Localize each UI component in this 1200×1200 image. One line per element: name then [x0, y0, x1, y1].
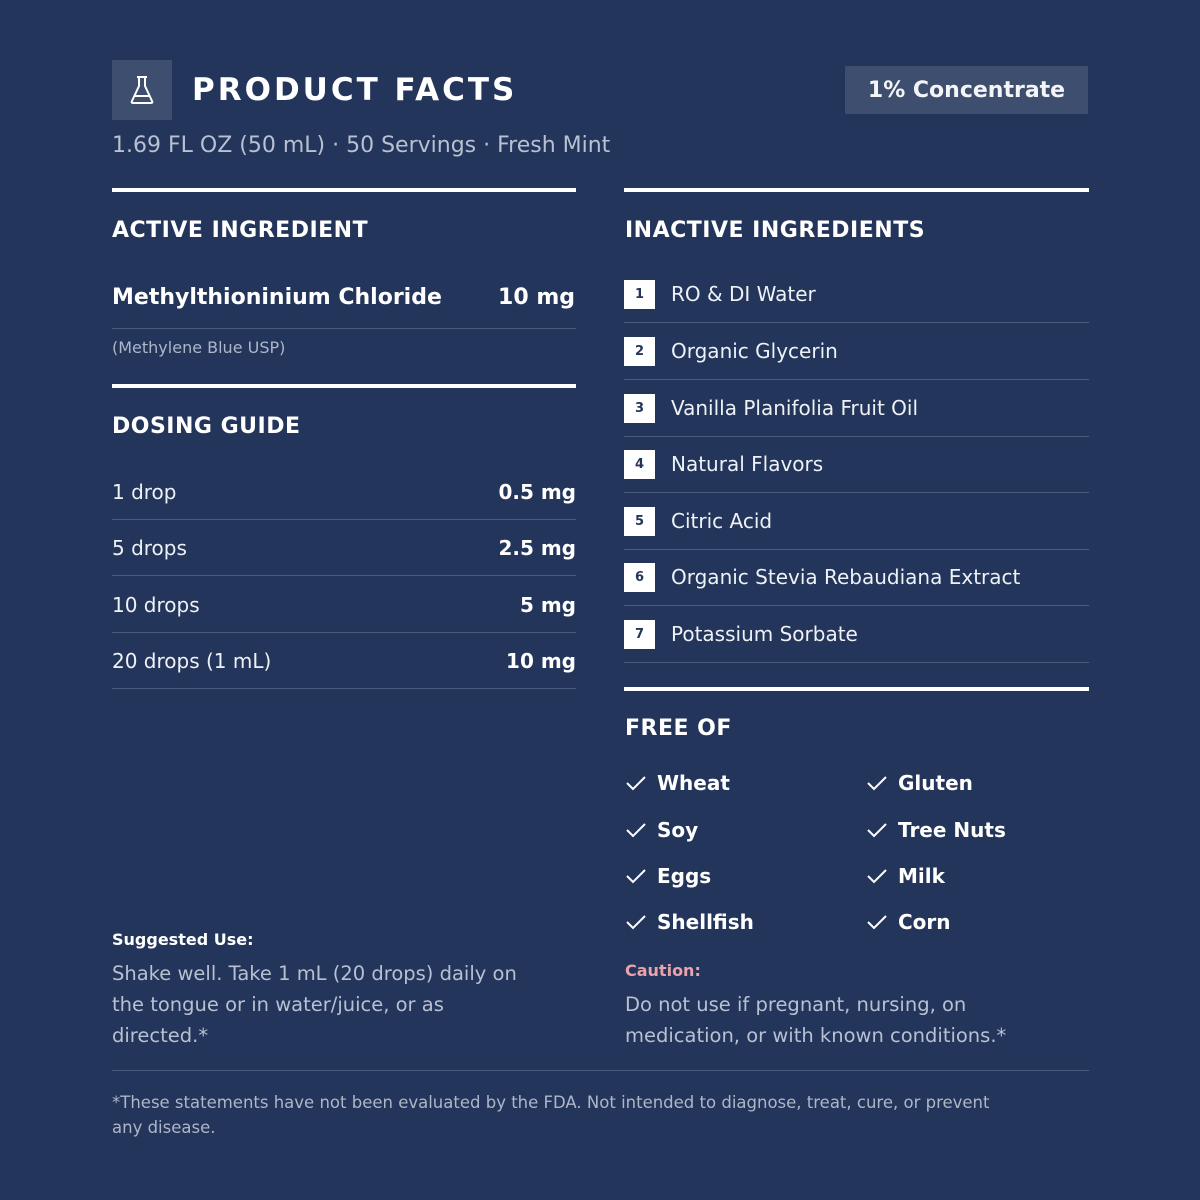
free-of-item — [625, 862, 711, 890]
dose-row — [112, 577, 576, 633]
free-of-heading: FREE OF — [625, 716, 732, 741]
flask-icon — [130, 75, 154, 105]
checkmark-icon — [625, 822, 647, 838]
page-title: PRODUCT FACTS — [192, 72, 518, 108]
checkmark-icon — [866, 775, 888, 791]
ingredient-name: Natural Flavors — [671, 452, 824, 476]
ingredient-row — [624, 493, 1089, 550]
dose-row — [112, 464, 576, 520]
dose-value: 5 mg — [519, 593, 576, 617]
ingredient-name: Organic Glycerin — [671, 339, 838, 363]
ingredient-number: 1 — [624, 280, 655, 309]
active-ingredient-amount: 10 mg — [498, 285, 575, 310]
ingredient-row — [624, 436, 1089, 493]
free-of-label: Tree Nuts — [898, 818, 1006, 842]
inactive-heading: INACTIVE INGREDIENTS — [625, 218, 926, 243]
free-of-label: Wheat — [657, 771, 730, 795]
caution-heading: Caution: — [625, 961, 701, 980]
ingredient-number: 6 — [624, 563, 655, 592]
ingredient-name: Citric Acid — [671, 509, 773, 533]
free-of-item — [866, 908, 951, 936]
suggested-use-line: the tongue or in water/juice, or as — [112, 993, 444, 1016]
ingredient-row — [624, 606, 1089, 663]
free-of-item — [866, 769, 973, 797]
disclaimer-line: *These statements have not been evaluated by the FDA. Not intended to diagnose, treat, cure, or prevent — [112, 1093, 990, 1112]
inactive-top-rule — [624, 188, 1089, 192]
concentration-badge: 1% Concentrate — [845, 66, 1088, 114]
caution-line: medication, or with known conditions.* — [625, 1024, 1007, 1047]
ingredient-row — [624, 323, 1089, 380]
active-heading: ACTIVE INGREDIENT — [112, 218, 369, 243]
dosing-top-rule — [112, 384, 576, 388]
free-of-item — [625, 816, 698, 844]
footer-divider — [112, 1070, 1089, 1071]
dose-value: 0.5 mg — [498, 480, 576, 504]
checkmark-icon — [866, 822, 888, 838]
free-of-label: Eggs — [657, 864, 712, 888]
ingredient-number: 4 — [624, 450, 655, 479]
dosing-heading: DOSING GUIDE — [112, 414, 301, 439]
dose-value: 10 mg — [506, 649, 576, 673]
suggested-use-heading: Suggested Use: — [112, 930, 254, 949]
dose-row — [112, 633, 576, 689]
free-of-label: Gluten — [898, 771, 973, 795]
checkmark-icon — [866, 868, 888, 884]
suggested-use-line: directed.* — [112, 1024, 209, 1047]
ingredient-row — [624, 266, 1089, 323]
checkmark-icon — [625, 868, 647, 884]
free-of-label: Soy — [657, 818, 699, 842]
ingredient-number: 7 — [624, 620, 655, 649]
free-of-label: Milk — [898, 864, 945, 888]
logo-box — [112, 60, 172, 120]
active-ingredient-name: Methylthioninium Chloride — [112, 285, 442, 310]
dose-value: 2.5 mg — [498, 536, 576, 560]
free-of-label: Shellfish — [657, 910, 754, 934]
checkmark-icon — [625, 914, 647, 930]
free-of-top-rule — [624, 687, 1089, 691]
ingredient-number: 3 — [624, 394, 655, 423]
disclaimer-line: any disease. — [112, 1118, 216, 1137]
dose-label: 5 drops — [112, 536, 187, 560]
free-of-item — [866, 862, 945, 890]
ingredient-name: Organic Stevia Rebaudiana Extract — [671, 565, 1021, 589]
ingredient-number: 5 — [624, 507, 655, 536]
checkmark-icon — [866, 914, 888, 930]
ingredient-name: Vanilla Planifolia Fruit Oil — [671, 396, 919, 420]
ingredient-name: RO & DI Water — [671, 282, 816, 306]
ingredient-row — [624, 549, 1089, 606]
ingredient-number: 2 — [624, 337, 655, 366]
dose-label: 10 drops — [112, 593, 200, 617]
ingredient-row — [624, 380, 1089, 437]
ingredient-name: Potassium Sorbate — [671, 622, 858, 646]
caution-line: Do not use if pregnant, nursing, on — [625, 993, 967, 1016]
free-of-label: Corn — [898, 910, 951, 934]
free-of-item — [625, 769, 730, 797]
active-top-rule — [112, 188, 576, 192]
free-of-item — [866, 816, 1006, 844]
dose-label: 1 drop — [112, 480, 177, 504]
dose-row — [112, 520, 576, 576]
fda-disclaimer — [112, 1090, 1089, 1140]
suggested-use-line: Shake well. Take 1 mL (20 drops) daily on — [112, 962, 517, 985]
dose-label: 20 drops (1 mL) — [112, 649, 272, 673]
active-divider — [112, 328, 576, 329]
free-of-item — [625, 908, 754, 936]
active-ingredient-note: (Methylene Blue USP) — [112, 338, 286, 357]
product-subtitle: 1.69 FL OZ (50 mL) · 50 Servings · Fresh Mint — [112, 133, 611, 158]
checkmark-icon — [625, 775, 647, 791]
